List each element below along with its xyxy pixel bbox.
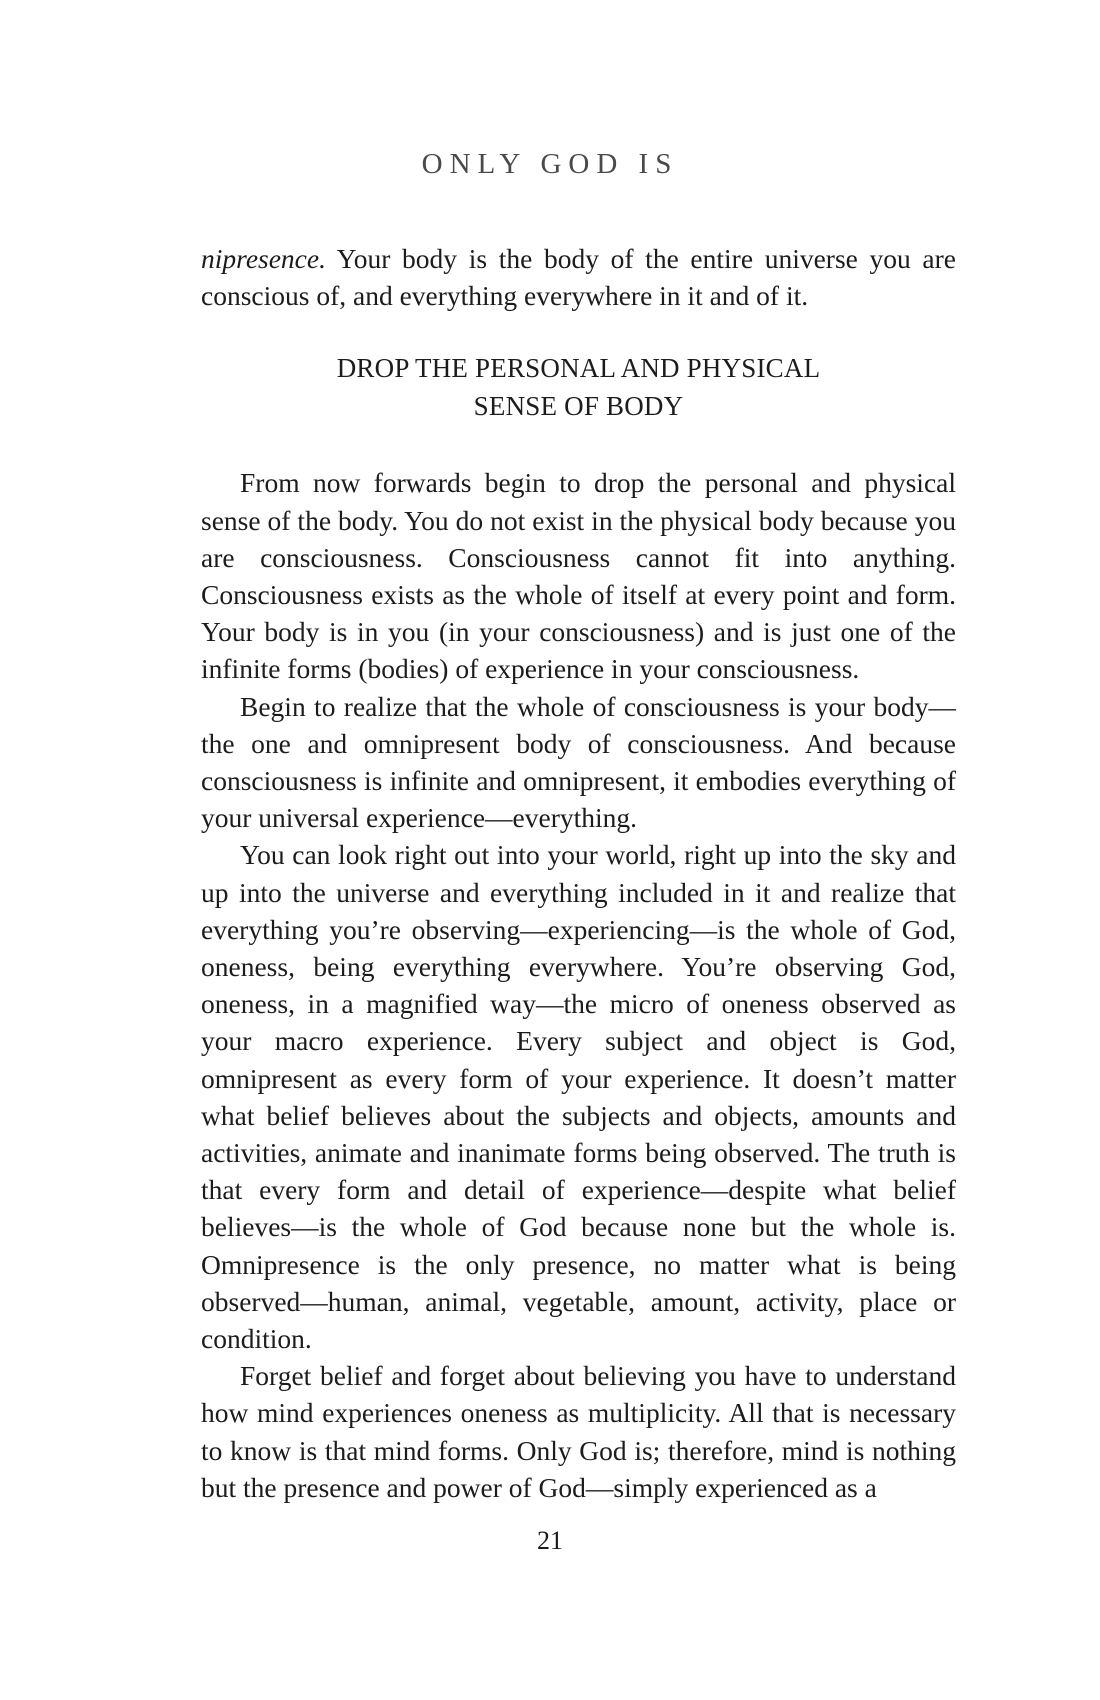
body-text (201, 240, 956, 1506)
section-heading-line-2: SENSE OF BODY (473, 391, 684, 422)
paragraph-3: You can look right out into your world, right up into the sky and up into the universe and everything included in it and realize that everything you’re observing—experiencing—is the whole of God, oneness, being everything everywhere. You’re observing God, oneness, in a magnified way—the micro of oneness observed as your macro experience. Every subject and object is God, omnipresent as every form of your experience. It doesn’t matter what belief believes about the subjects and objects, amounts and activities, animate and inanimate forms being observed. The truth is that every form and detail of experience—despite what belief believes—is the whole of God because none but the whole is. Omnipresence is the only presence, no matter what is being observed—human, animal, vegetable, amount, activity, place or condition. (201, 839, 956, 1355)
continuation-text: Your body is the body of the entire universe you are conscious of, and everything everywhere in it and of it. (201, 243, 956, 312)
continuation-paragraph (201, 240, 956, 314)
page-number: 21 (537, 1526, 563, 1555)
running-head: ONLY GOD IS (421, 148, 679, 180)
section-heading-line-1: DROP THE PERSONAL AND PHYSICAL (336, 353, 821, 384)
continuation-italic-word: nipresence. (201, 243, 326, 274)
paragraph-2: Begin to realize that the whole of consciousness is your body—the one and omnipresent body of consciousness. And because consciousness is infinite and omnipresent, it embodies everything of your universal experience—everything. (201, 690, 956, 834)
paragraph-1: From now forwards begin to drop the personal and physical sense of the body. You do not exist in the physical body because you are consciousness. Consciousness cannot fit into anything. Consciousness exists as the whole of itself at every point and form. Your body is in you (in your consciousness) and is just one of the infinite forms (bodies) of experience in your consciousness. (201, 467, 956, 685)
section-heading (201, 349, 956, 425)
paragraph-4: Forget belief and forget about believing you have to understand how mind experiences oneness as multiplicity. All that is necessary to know is that mind forms. Only God is; therefore, mind is nothing but the presence and power of God—simply experienced as a (201, 1360, 956, 1503)
